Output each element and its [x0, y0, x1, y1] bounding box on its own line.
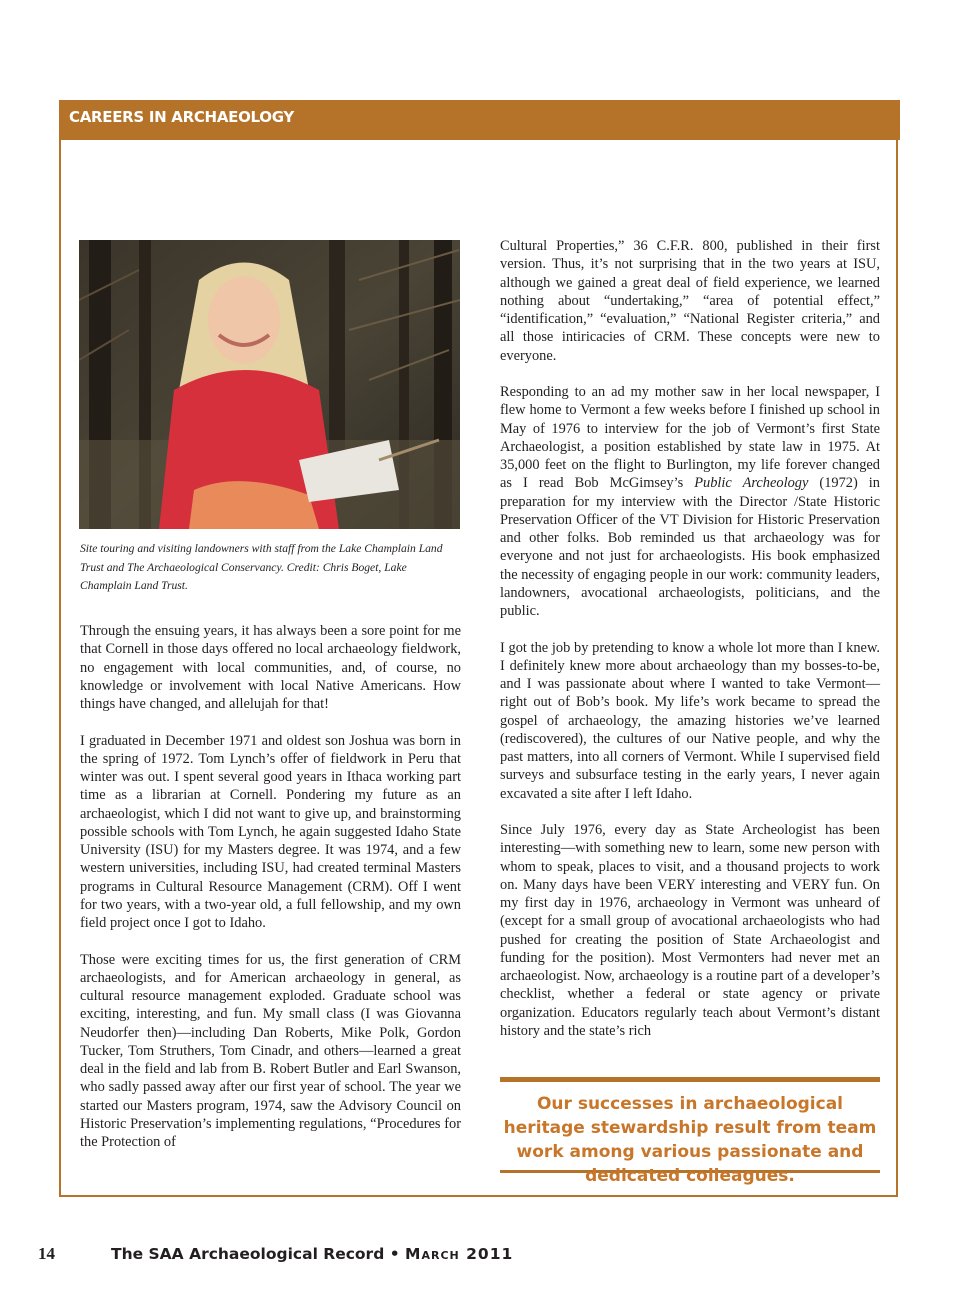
- paragraph: Cultural Properties,” 36 C.F.R. 800, published in their first version. Thus, it’s not surprising that in the two years at ISU, although we gained a great deal of field experience, we learned nothing about “undertaking,” “area of potential effect,” “identification,” “evaluation,” “National Register criteria,” and all those intiricacies of CRM. These concepts were new to everyone.: [500, 238, 880, 364]
- paragraph: Since July 1976, every day as State Archeologist has been interesting—with something new to learn, some new person with whom to speak, places to visit, and a thousand projects to work on. Many days have been VERY interesting and VERY fun. On my first day in 1976, archaeology in Vermont was unheard of (except for a small group of avocational archaeologists who had pushed for creating the position of State Archaeologist and funding for the position). Most Vermonters had never met an archaeologist. Now, archaeology is a routine part of a developer’s checklist, whether a federal or state agency or private organization. Educators regularly teach about Vermont’s distant history and the state’s rich: [500, 822, 880, 1039]
- left-column: [80, 622, 461, 1170]
- paragraph: I graduated in December 1971 and oldest son Joshua was born in the spring of 1972. Tom Lynch’s offer of fieldwork in Peru that winter was out. I spent several good years in Ithaca working part time as a librarian at Cornell. Pondering my future as an archaeologist, which I did not want to give up, and brainstorming possible schools with Tom Lynch, he again suggested Idaho State University (ISU) for my Masters degree. It was 1974, and a few western universities, including ISU, had created terminal Masters programs in Cultural Resource Management (CRM). Off I went for two years, with a two-year old, a full fellowship, and my own field project once I got to Idaho.: [80, 732, 461, 931]
- photo-caption: Site touring and visiting landowners with staff from the Lake Champlain Land Trust and The Archaeological Conservancy. Credit: Chris Boget, Lake Champlain Land Trust.: [80, 542, 443, 592]
- photo-illustration: [79, 240, 460, 529]
- pull-quote-text: Our successes in archaeological heritage stewardship result from team work among various passionate and dedicated colleagues.: [503, 1094, 877, 1186]
- text-run: Responding to an ad my mother saw in her local newspaper, I flew home to Vermont a few weeks before I finished up school in May of 1976 to interview for the job of Vermont’s first State Archaeologist, a position established by state law in 1975. At 35,000 feet on the flight to Burlington, my life forever changed as I read Bob McGimsey’s: [500, 384, 880, 492]
- paragraph: [500, 383, 880, 620]
- section-banner: [59, 100, 900, 140]
- paragraph: Those were exciting times for us, the first generation of CRM archaeologists, and for American archaeology in general, as cultural resource management exploded. Graduate school was exciting, interesting, and fun. My small class (I was Giovanna Neudorfer then)—including Dan Roberts, Mike Polk, Gordon Tucker, Tom Struthers, Tom Cinadr, and others—learned a great deal in the field and lab from B. Robert Butler and Earl Swanson, who sadly passed away after our first year of school. The year we started our Masters program, 1974, saw the Advisory Council on Historic Preservation’s implementing regulations, “Procedures for the Protection of: [80, 951, 461, 1150]
- page-number: 14: [38, 1244, 55, 1263]
- book-title: Public Archeology: [694, 475, 809, 492]
- section-title: CAREERS IN ARCHAEOLOGY: [69, 108, 294, 126]
- paragraph: I got the job by pretending to know a whole lot more than I knew. I definitely knew more about archaeology than my bosses-to-be, and I was passionate about where I wanted to take Vermont—right out of Bob’s book. My life’s work became to spread the gospel of archaeology, the amazing histories we’ve learned (rediscovered), the cultures of our Native people, and why the past matters, into all corners of Vermont. While I supervised field surveys and subsurface testing in the early years, I never again excavated a site after I left Idaho.: [500, 639, 880, 802]
- publication-line: [111, 1245, 513, 1263]
- right-column: [500, 237, 880, 1058]
- publication-title: The SAA Archaeological Record: [111, 1245, 385, 1263]
- issue-date: March 2011: [405, 1245, 514, 1263]
- paragraph: Through the ensuing years, it has always been a sore point for me that Cornell in those days offered no local archaeology fieldwork, no engagement with local communities, and, of course, no knowledge or involvement with local Native Americans. How things have changed, and allelujah for that!: [80, 623, 461, 712]
- text-run: (1972) in preparation for my interview with the Director /State Historic Preservation Officer of the VT Division for Historic Preservation and other folks. Bob reminded us that archaeology was for everyone and not just for archaeologists. His book emphasized the necessity of engaging people in our work: community leaders, landowners, avocational archaeologists, politicians, and the public.: [500, 475, 880, 619]
- bullet: •: [389, 1245, 400, 1263]
- photo-woman-in-forest: [79, 240, 460, 529]
- pull-quote: [500, 1077, 880, 1186]
